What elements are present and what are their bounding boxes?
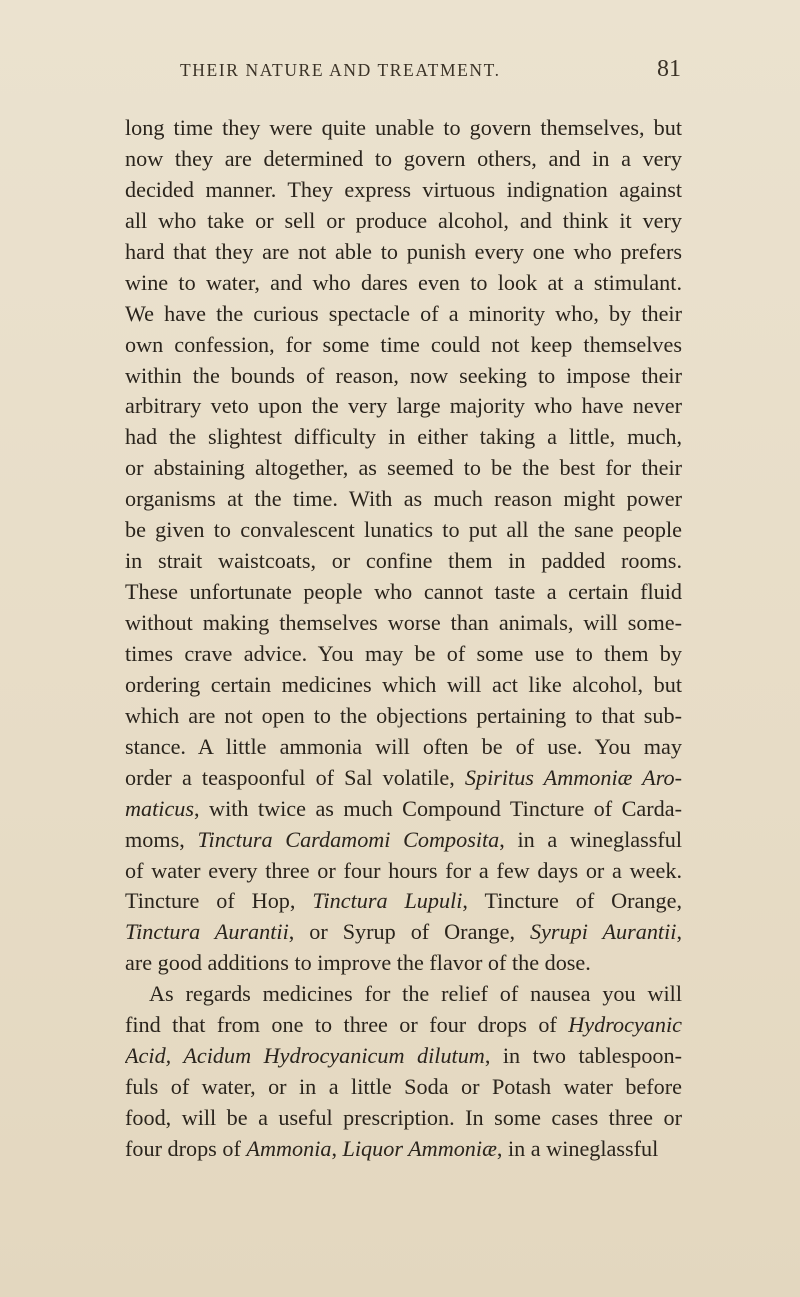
- italic-term: Tinctura Cardamomi Composita: [197, 826, 500, 852]
- text-line: [125, 670, 682, 701]
- text-line: [125, 577, 682, 608]
- text-segment: , with twice as much Compound Tincture of Carda-: [194, 795, 682, 821]
- text-segment: in strait waistcoats, or confine them in padded rooms.: [125, 548, 682, 574]
- italic-term: Acid, Acidum Hydrocyanicum dilutum: [125, 1043, 485, 1069]
- text-segment: organisms at the time. With as much reason might power: [125, 486, 682, 512]
- page-number: 81: [657, 56, 681, 82]
- text-line: [125, 144, 682, 175]
- italic-term: Tinctura Lupuli: [312, 888, 463, 914]
- text-segment: These unfortunate people who cannot taste a certain fluid: [125, 579, 682, 605]
- text-segment: which are not open to the objections pertaining to that sub-: [125, 702, 682, 728]
- text-segment: As regards medicines for the relief of nausea you will: [149, 981, 682, 1007]
- text-segment: food, will be a useful prescription. In some cases three or: [125, 1105, 682, 1130]
- text-line: [125, 639, 682, 670]
- text-line: [125, 330, 682, 361]
- italic-term: Spiritus Ammoniæ Aro-: [464, 764, 682, 790]
- text-segment: hard that they are not able to punish every one who prefers: [125, 238, 682, 264]
- text-line: [125, 948, 682, 979]
- text-line: [125, 453, 682, 484]
- italic-term: Ammonia: [246, 1135, 332, 1161]
- text-segment: four drops of: [125, 1135, 247, 1161]
- text-segment: find that from one to three or four drops of: [125, 1012, 569, 1038]
- text-line: [125, 299, 682, 330]
- text-segment: order a teaspoonful of Sal volatile,: [125, 764, 465, 790]
- text-segment: be given to convalescent lunatics to put all the sane people: [125, 517, 682, 543]
- text-segment: within the bounds of reason, now seeking to impose their: [125, 362, 682, 388]
- text-segment: had the slightest difficulty in either taking a little, much,: [125, 424, 682, 450]
- text-segment: wine to water, and who dares even to look at a stimulant.: [125, 269, 682, 295]
- text-segment: all who take or sell or produce alcohol, and think it very: [125, 207, 682, 233]
- text-line: [125, 422, 682, 453]
- text-segment: fuls of water, or in a little Soda or Potash water before: [125, 1074, 682, 1100]
- text-segment: , in a wineglassful: [496, 1135, 659, 1161]
- text-segment: , or Syrup of Orange,: [288, 919, 530, 945]
- italic-term: maticus: [125, 795, 195, 821]
- text-segment: , in two tablespoon-: [484, 1043, 682, 1069]
- italic-term: Liquor Ammoniæ: [342, 1135, 497, 1161]
- text-line: [125, 268, 682, 299]
- text-line: [125, 1072, 682, 1103]
- text-line: [125, 1134, 682, 1165]
- italic-term: Hydrocyanic: [568, 1012, 682, 1038]
- text-line: [125, 391, 682, 422]
- text-segment: now they are determined to govern others, and in a very: [125, 145, 682, 171]
- text-line: [125, 546, 682, 577]
- text-line: [125, 175, 682, 206]
- text-line: [125, 1010, 682, 1041]
- text-segment: without making themselves worse than animals, will some-: [125, 610, 682, 635]
- text-segment: of water every three or four hours for a few days or a week.: [125, 857, 682, 883]
- text-line: [125, 856, 682, 887]
- text-segment: , in a wineglassful: [499, 826, 682, 852]
- text-segment: Tincture of Hop,: [125, 888, 313, 914]
- text-line: [125, 701, 682, 732]
- text-line: [125, 794, 682, 825]
- text-segment: stance. A little ammonia will often be of use. You may: [125, 733, 682, 759]
- text-segment: ordering certain medicines which will act like alcohol, but: [125, 671, 682, 697]
- text-segment: We have the curious spectacle of a minority who, by their: [125, 300, 682, 326]
- text-segment: decided manner. They express virtuous indignation against: [125, 176, 682, 202]
- text-line: [125, 361, 682, 392]
- text-line: [125, 886, 682, 917]
- running-title: THEIR NATURE AND TREATMENT.: [180, 60, 501, 80]
- text-line: [125, 979, 682, 1010]
- italic-term: Syrupi Aurantii: [529, 919, 677, 945]
- text-segment: arbitrary veto upon the very large majority who have never: [125, 393, 682, 419]
- text-line: [125, 1041, 682, 1072]
- text-line: [125, 206, 682, 237]
- text-line: [125, 917, 682, 948]
- text-line: [125, 113, 682, 144]
- body-text: [125, 113, 682, 1165]
- italic-term: Tinctura Aurantii: [125, 919, 289, 945]
- text-segment: moms,: [125, 826, 198, 852]
- text-line: [125, 825, 682, 856]
- text-segment: or abstaining altogether, as seemed to be the best for their: [125, 455, 682, 481]
- text-segment: are good additions to improve the flavor of the dose.: [125, 950, 591, 976]
- text-line: [125, 1103, 682, 1134]
- text-segment: , Tincture of Orange,: [462, 888, 682, 914]
- text-segment: long time they were quite unable to govern themselves, but: [125, 115, 682, 140]
- text-line: [125, 608, 682, 639]
- running-head: [126, 56, 681, 86]
- text-line: [125, 237, 682, 268]
- text-segment: times crave advice. You may be of some use to them by: [125, 640, 682, 666]
- text-line: [125, 732, 682, 763]
- text-line: [125, 515, 682, 546]
- text-segment: own confession, for some time could not keep themselves: [125, 331, 682, 357]
- text-segment: ,: [331, 1135, 343, 1161]
- text-line: [125, 484, 682, 515]
- text-segment: ,: [676, 919, 682, 945]
- text-line: [125, 763, 682, 794]
